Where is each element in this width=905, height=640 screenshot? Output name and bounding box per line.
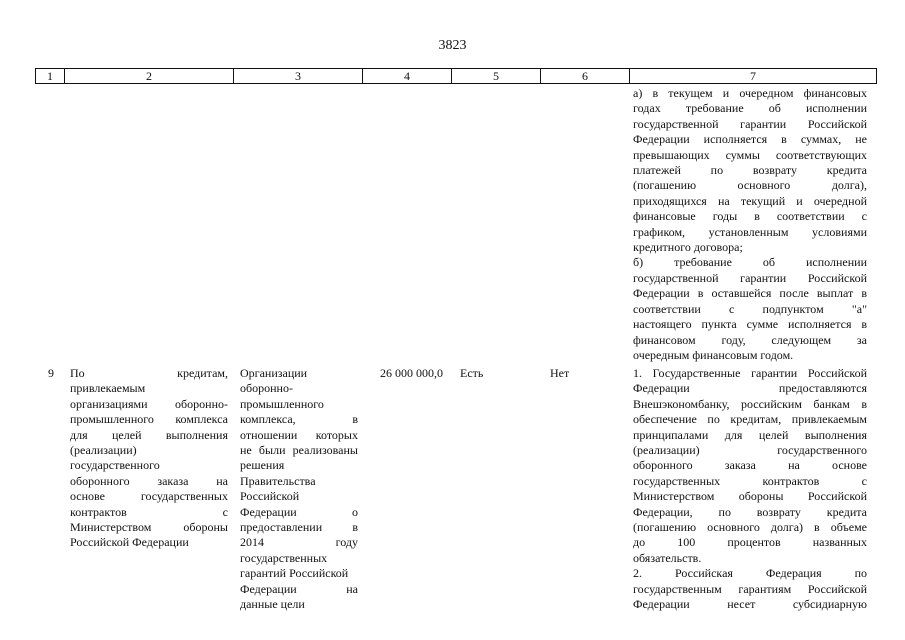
text-line: государственных	[240, 550, 328, 565]
text-line: привлекаемым	[70, 381, 146, 396]
text-line: Федерации, по возврату кредита	[633, 504, 867, 519]
text-line: графиком, установленным условиями	[633, 224, 867, 239]
text-line: Федерации несет субсидиарную	[633, 597, 867, 612]
text-line: государственной гарантии Российской	[633, 270, 867, 285]
text-line: кредитного договора;	[633, 240, 743, 255]
text-line: отношении которых	[240, 427, 358, 442]
text-line: организациями оборонно-	[70, 396, 228, 411]
text-line: Организации	[240, 366, 308, 380]
text-line: соответствии с подпунктом "а"	[633, 301, 867, 316]
row-number: 9	[48, 366, 54, 380]
text-line: оборонного заказа на	[70, 473, 228, 488]
text-line: финансовом году, следующем за	[633, 332, 867, 347]
text-line: Министерством обороны	[70, 520, 228, 535]
text-line: принципалами для целей выполнения	[633, 427, 867, 442]
text-line: Федерации предоставляются	[633, 381, 867, 396]
text-line: решения	[240, 458, 285, 473]
text-line: государственной гарантии Российской	[633, 116, 867, 131]
text-line: Внешэкономбанку, российским банкам в	[633, 396, 867, 411]
continuation-conditions	[633, 86, 867, 363]
text-line: Правительства	[240, 473, 316, 488]
text-line: (погашению основного долга) в объеме	[633, 520, 867, 535]
text-line: обязательств.	[633, 550, 702, 565]
text-line: оборонно-	[240, 381, 293, 396]
text-line: Российской Федерации	[70, 535, 189, 550]
text-line: По кредитам,	[70, 366, 228, 380]
recourse-claim-flag: Есть	[460, 366, 484, 380]
header-col-1: 1	[36, 69, 65, 84]
header-col-2: 2	[65, 69, 234, 84]
text-line: Федерации исполняется в суммах, не	[633, 132, 867, 147]
column-number-header	[35, 68, 877, 84]
text-line: (погашению основного долга),	[633, 178, 867, 193]
row9-principals	[240, 366, 358, 613]
text-line: основе государственных	[70, 489, 228, 504]
header-col-3: 3	[234, 69, 363, 84]
text-line: комплекса, в	[240, 412, 358, 427]
text-line: государственным гарантиям Российской	[633, 581, 867, 596]
text-line: Министерством обороны Российской	[633, 489, 867, 504]
text-line: финансовые годы в соответствии с	[633, 209, 867, 224]
header-col-4: 4	[363, 69, 452, 84]
text-line: б) требование об исполнении	[633, 255, 867, 270]
text-line: Российской	[240, 489, 300, 504]
text-line: Федерации о	[240, 504, 358, 519]
row9-conditions	[633, 366, 867, 613]
text-line: государственного	[70, 458, 160, 473]
text-line: промышленного комплекса	[70, 412, 228, 427]
text-line: 2014 году	[240, 535, 358, 550]
text-line: (реализации) государственного	[633, 443, 867, 458]
text-line: превышающих суммы соответствующих	[633, 147, 867, 162]
text-line: до 100 процентов названных	[633, 535, 867, 550]
text-line: данные цели	[240, 597, 305, 612]
text-line: 1. Государственные гарантии Российской	[633, 366, 867, 380]
text-line: государственных контрактов с	[633, 473, 867, 488]
text-line: Федерации в оставшейся после выплат в	[633, 286, 867, 301]
text-line: для целей выполнения	[70, 427, 228, 442]
text-line: приходящихся на текущий и очередной	[633, 193, 867, 208]
page-number: 3823	[438, 38, 467, 53]
header-col-6: 6	[541, 69, 630, 84]
collateral-flag: Нет	[550, 366, 570, 380]
text-line: оборонного заказа на основе	[633, 458, 867, 473]
text-line: а) в текущем и очередном финансовых	[633, 86, 867, 100]
text-line: очередным финансовым годом.	[633, 347, 794, 362]
text-line: контрактов с	[70, 504, 228, 519]
text-line: платежей по возврату кредита	[633, 163, 867, 178]
text-line: не были реализованы	[240, 443, 358, 458]
text-line: промышленного	[240, 396, 324, 411]
text-line: обеспечение по кредитам, привлекаемым	[633, 412, 867, 427]
header-col-7: 7	[630, 69, 877, 84]
text-line: годах требование об исполнении	[633, 101, 867, 116]
text-line: гарантий Российской	[240, 566, 349, 581]
text-line: (реализации)	[70, 443, 137, 458]
row9-purpose	[70, 366, 228, 551]
text-line: 2. Российская Федерация по	[633, 566, 867, 581]
guarantee-amount: 26 000 000,0	[380, 366, 443, 380]
text-line: предоставлении в	[240, 520, 358, 535]
header-col-5: 5	[452, 69, 541, 84]
text-line: настоящего пункта сумме исполняется в	[633, 317, 867, 332]
text-line: Федерации на	[240, 581, 358, 596]
